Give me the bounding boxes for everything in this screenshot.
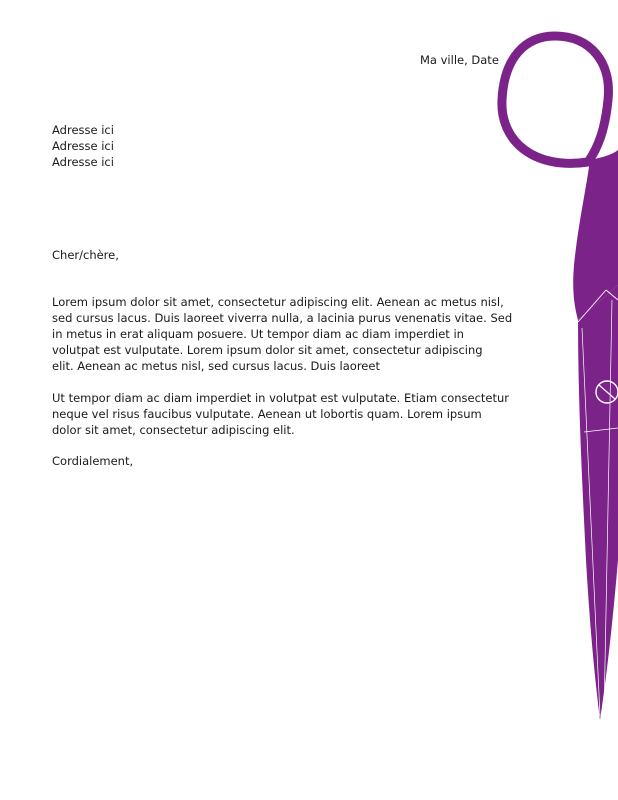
- paragraph-line: Ut tempor diam ac diam imperdiet in volutpat est vulputate. Etiam consectetur: [52, 391, 510, 405]
- paragraph-2: [52, 390, 510, 438]
- scissors-blade: [578, 285, 618, 720]
- paragraph-1: [52, 294, 513, 374]
- paragraph-line: dolor sit amet, consectetur adipiscing elit.: [52, 423, 295, 437]
- paragraph-line: neque vel risus faucibus vulputate. Aenean ut lobortis quam. Lorem ipsum: [52, 407, 482, 421]
- paragraph-line: Lorem ipsum dolor sit amet, consectetur adipiscing elit. Aenean ac metus nisl,: [52, 295, 504, 309]
- paragraph-line: elit. Aenean ac metus nisl, sed cursus lacus. Duis laoreet: [52, 359, 380, 373]
- scissors-icon: [480, 0, 618, 800]
- address-block: [52, 122, 114, 170]
- scissors-handle-loop: [502, 36, 609, 163]
- paragraph-line: volutpat est vulputate. Lorem ipsum dolor sit amet, consectetur adipiscing: [52, 343, 483, 357]
- address-line: Adresse ici: [52, 123, 114, 137]
- place-date: Ma ville, Date: [420, 53, 499, 67]
- paragraph-line: in metus in erat aliquam posuere. Ut tempor diam ac diam imperdiet in: [52, 327, 464, 341]
- address-line: Adresse ici: [52, 139, 114, 153]
- address-line: Adresse ici: [52, 155, 114, 169]
- greeting: Cher/chère,: [52, 248, 119, 262]
- paragraph-line: sed cursus lacus. Duis laoreet viverra nulla, a lacinia purus venenatis vitae. Sed: [52, 311, 513, 325]
- closing: Cordialement,: [52, 454, 134, 468]
